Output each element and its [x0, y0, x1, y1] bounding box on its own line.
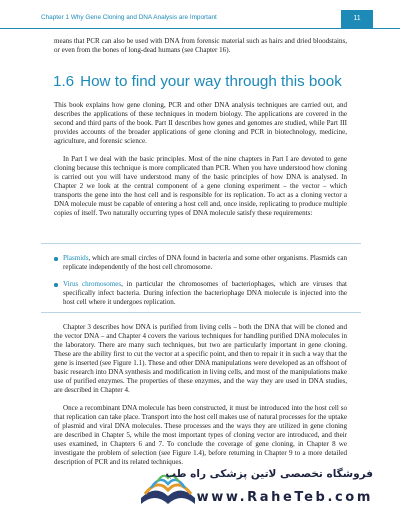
page-header: [0, 10, 400, 28]
requirements-list: [54, 254, 347, 315]
section-heading: [53, 73, 342, 90]
list-item-text: , in particular the chromosomes of bacteriophages, which are viruses that specifically infect bacteria. During infection the bacteriophage DNA molecule is injected into the host cell where it undergoes replication.: [63, 280, 347, 306]
running-head: Chapter 1 Why Gene Cloning and DNA Analysis are Important: [41, 14, 217, 21]
paragraph-4: Once a recombinant DNA molecule has been constructed, it must be introduced into the host cell so that replication can take place. Transport into the host cell makes use of natural processes for the uptake of plasmid and viral DNA molecules. These processes and the ways they are utilized in gene cloning are described in Chapter 5, while the most important types of cloning vector are introduced, and their uses examined, in Chapters 6 and 7. To conclude the coverage of gene cloning, in Chapter 8 we investigate the problem of selection (see Figure 1.4), before returning in Chapter 9 to a more detailed description of PCR and its related techniques.: [54, 404, 347, 466]
list-item-virus-chromosomes: [54, 280, 347, 307]
paragraph-3: Chapter 3 describes how DNA is purified from living cells – both the DNA that will be cloned and the vector DNA – and Chapter 4 covers the various techniques for handling purified DNA molecules in the laboratory. There are many such techniques, but two are particularly important in gene cloning. These are the ability first to cut the vector at a specific point, and then to repair it in such a way that the gene is inserted (see Figure 1.1). These and other DNA manipulations were developed as an offshoot of basic research into DNA synthesis and modification in living cells, and most of the manipulations make use of purified enzymes. The properties of these enzymes, and the way they are used in DNA studies, are described in Chapter 4.: [54, 323, 347, 394]
term-plasmids: Plasmids: [63, 254, 89, 262]
paragraph-2: In Part I we deal with the basic principles. Most of the nine chapters in Part I are devoted to gene cloning because this technique is more complicated than PCR. When you have understood how cloning is carried out you will have understood many of the basic principles of how DNA is analysed. In Chapter 2 we look at the central component of a gene cloning experiment – the vector – which transports the gene into the host cell and is responsible for its replication. To act as a cloning vector a DNA molecule must be capable of entering a host cell and, once inside, replicating to produce multiple copies of itself. Two naturally occurring types of DNA molecule satisfy these requirements:: [54, 155, 347, 217]
box-rule-bottom: [41, 312, 361, 313]
page-number: 11: [341, 10, 373, 28]
watermark-url: www.RaheTeb.com: [196, 490, 373, 505]
watermark-persian-text: فروشگاه تخصصی لاتین پزشکی راه طب: [165, 468, 373, 480]
section-number: 1.6: [53, 73, 75, 90]
section-title: How to find your way through this book: [80, 73, 342, 90]
term-virus-chromosomes: Virus chromosomes: [63, 280, 122, 288]
header-rule: [0, 28, 400, 29]
list-item-plasmids: [54, 254, 347, 272]
paragraph-1: This book explains how gene cloning, PCR and other DNA analysis techniques are carried out, and describes the applications of these techniques in modern biology. The applications are covered in the second and third parts of the book. Part II describes how genes and genomes are studied, while Part III provides accounts of the broader applications of gene cloning and PCR in biotechnology, medicine, agriculture, and forensic science.: [54, 101, 347, 145]
box-rule-top: [41, 243, 361, 244]
intro-paragraph: means that PCR can also be used with DNA from forensic material such as hairs and dried bloodstains, or even from the bones of long-dead humans (see Chapter 16).: [54, 37, 347, 54]
list-item-text: , which are small circles of DNA found in bacteria and some other organisms. Plasmids can replicate independently of the host cell chromosome.: [63, 254, 347, 271]
publisher-watermark: [145, 466, 381, 516]
